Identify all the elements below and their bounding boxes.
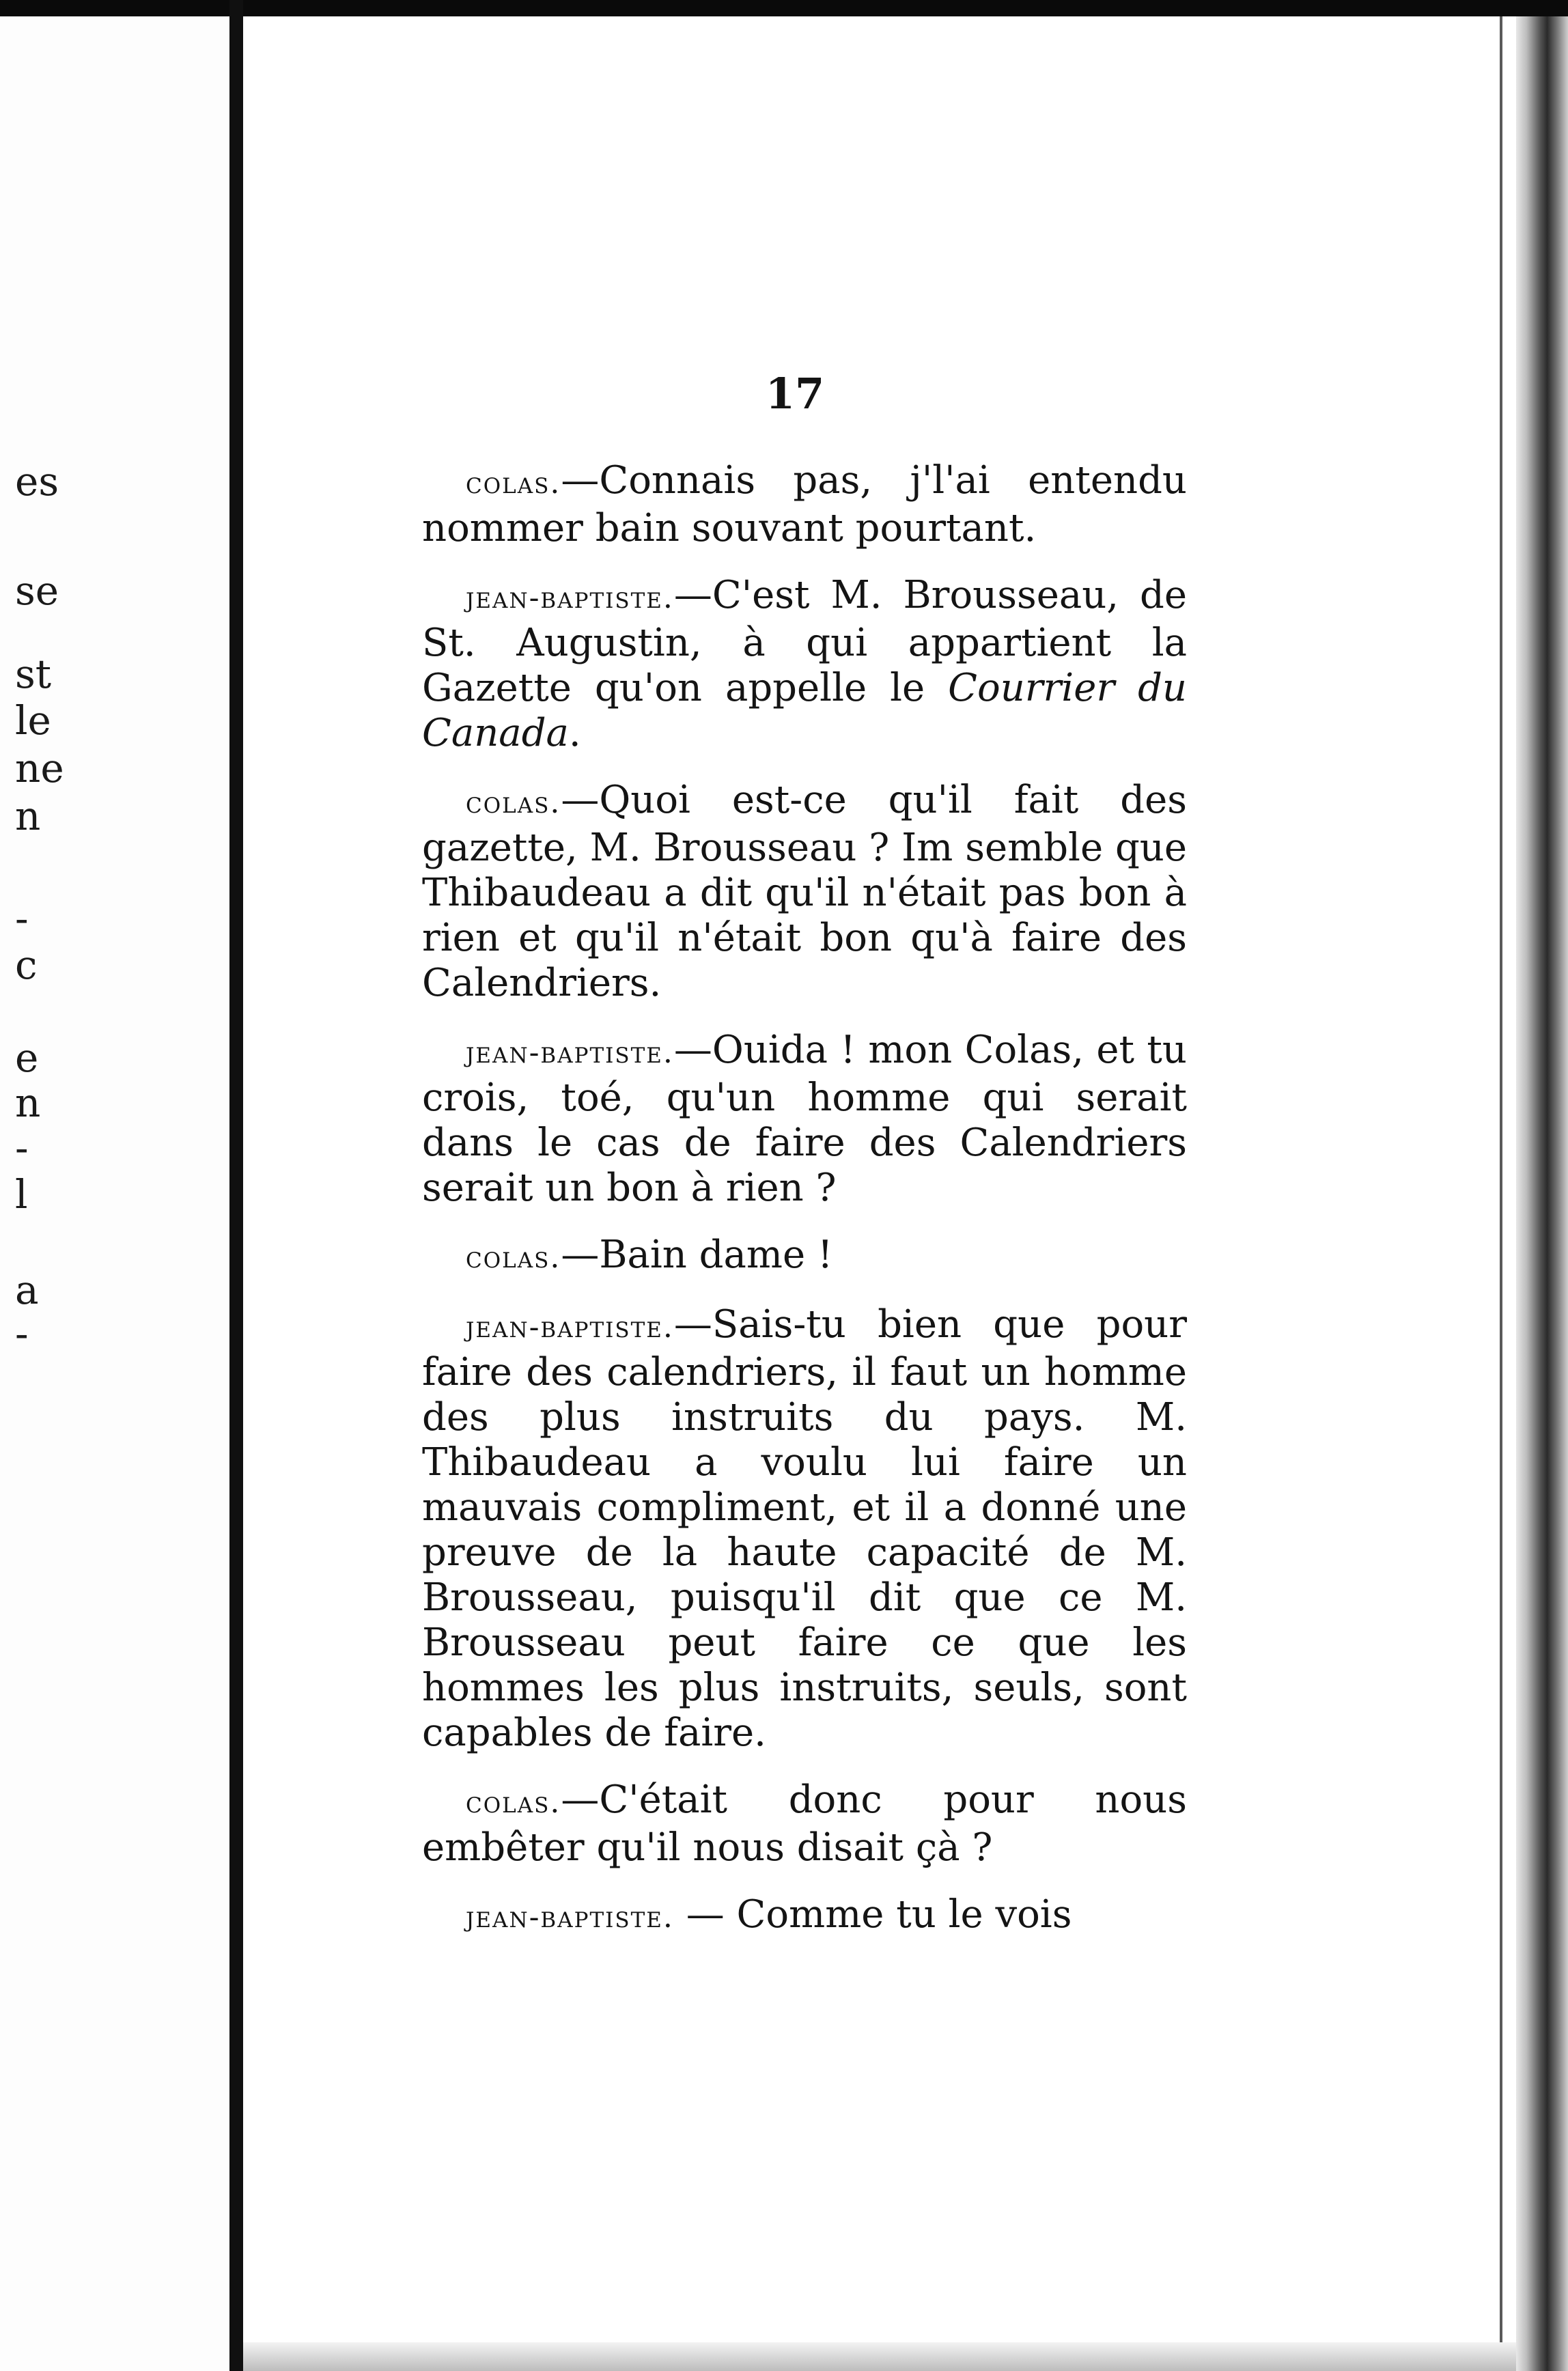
speaker-name: colas.	[466, 1240, 561, 1275]
left-fragment: -	[15, 1125, 29, 1171]
speaker-name: jean-baptiste.	[466, 1310, 674, 1345]
dialogue-text: —C'est M. Brousseau, de St. Augustin, à qui appartient la Gazette qu'on appelle le	[422, 573, 1187, 710]
left-fragment: -	[15, 1310, 29, 1357]
dialogue-paragraph	[422, 573, 1187, 756]
dialogue-text: — Comme tu le vois	[673, 1892, 1072, 1937]
dialogue-paragraph	[422, 458, 1187, 551]
left-fragment: se	[15, 567, 59, 614]
speaker-name: colas.	[466, 785, 561, 820]
left-fragment: n	[15, 793, 41, 839]
dialogue-text: —Bain dame !	[561, 1233, 833, 1277]
speaker-name: jean-baptiste.	[466, 580, 674, 615]
left-fragment: l	[15, 1171, 28, 1218]
left-fragment: es	[15, 458, 59, 505]
dialogue-text: —Quoi est-ce qu'il fait des gazette, M. Brousseau ? Im semble que Thibaudeau a dit qu'il n'était pas bon à rien et qu'il n'était bon qu'à faire des Calendriers.	[422, 778, 1187, 1005]
dialogue-text: —C'était donc pour nous embêter qu'il nous disait çà ?	[422, 1778, 1187, 1870]
left-fragment: c	[15, 942, 38, 988]
left-page-text-fragments	[0, 16, 229, 2371]
speaker-name: jean-baptiste.	[466, 1035, 674, 1070]
left-fragment: n	[15, 1080, 41, 1126]
dialogue-paragraph	[422, 778, 1187, 1006]
left-page-edge	[0, 16, 229, 2371]
left-fragment: st	[15, 651, 52, 697]
page-number: 17	[765, 369, 825, 419]
dialogue-paragraph	[422, 1892, 1187, 1940]
page-bottom-edge	[243, 2342, 1516, 2371]
dialogue-paragraph	[422, 1233, 1187, 1280]
dialogue-paragraph	[422, 1778, 1187, 1870]
speaker-name: colas.	[466, 466, 561, 501]
left-fragment: ne	[15, 745, 64, 791]
dialogue-paragraph	[422, 1302, 1187, 1756]
page-text-block	[422, 369, 1187, 1962]
dialogue-text: —Sais-tu bien que pour faire des calendriers, il faut un homme des plus instruits du pays. M. Thibaudeau a voulu lui faire un mauvais compliment, et il a donné une preuve de la haute capacité de M. Brousseau, puisqu'il dit que ce M. Brousseau peut faire ce que les hommes les plus instruits, seuls, sont capables de faire.	[422, 1302, 1187, 1755]
dialogue-text: —Ouida ! mon Colas, et tu crois, toé, qu'un homme qui serait dans le cas de faire des Calendriers serait un bon à rien ?	[422, 1028, 1187, 1210]
newspaper-title: Courrier du Canada	[422, 666, 1187, 755]
book-gutter	[229, 0, 243, 2371]
left-fragment: -	[15, 895, 29, 942]
page-edge-line	[1500, 16, 1502, 2371]
dialogue-text: —Connais pas, j'l'ai entendu nommer bain souvant pourtant.	[422, 458, 1187, 550]
speaker-name: colas.	[466, 1785, 561, 1820]
dialogue-text-end: .	[568, 711, 581, 755]
speaker-name: jean-baptiste.	[466, 1900, 674, 1935]
left-fragment: e	[15, 1035, 39, 1081]
dialogue-paragraph	[422, 1028, 1187, 1211]
right-page-stack-edge	[1516, 16, 1568, 2371]
left-fragment: le	[15, 697, 51, 744]
left-fragment: a	[15, 1267, 39, 1313]
